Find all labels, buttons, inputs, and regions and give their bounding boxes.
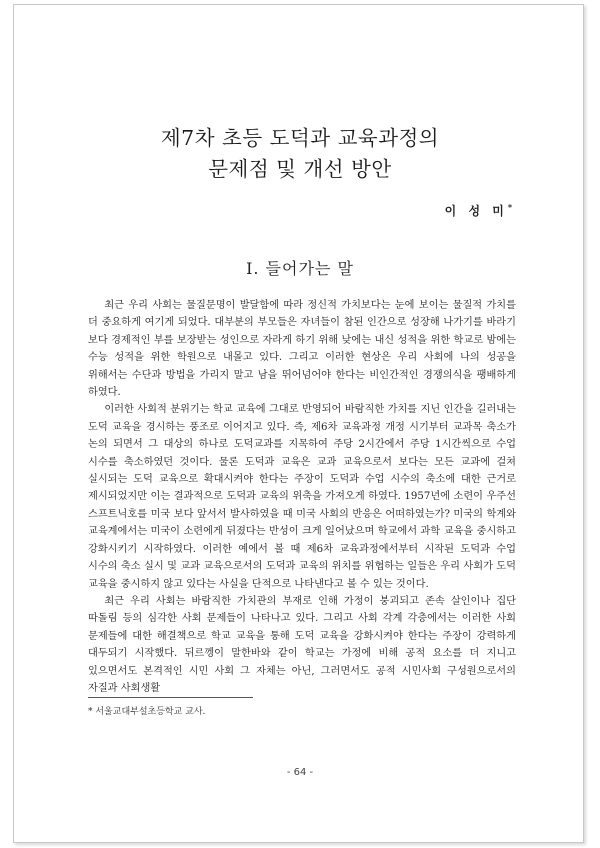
footnote: * 서울교대부설초등학교 교사. bbox=[88, 707, 206, 717]
page-number: - 64 - bbox=[286, 767, 314, 778]
footnote-divider bbox=[88, 697, 253, 698]
paper-title-line2: 문제점 및 개선 방안 bbox=[208, 157, 392, 181]
paragraph: 최근 우리 사회는 바람직한 가치관의 부재로 인해 가정이 붕괴되고 존속 살인이나 집단 따돌림 등의 심각한 사회 문제들이 나타나고 있다. 그리고 사회 각계 각층에서는 이러한 사회 문제들에 대한 해결책으로 학교 교육을 통해 도덕 교육을 강화시켜야 한다는 주장이 강력하게 대두되기 시작했다. 뒤르껭이 말한바와 같이 학교는 가정에 비해 공적 요소를 더 지니고 있으면서도 본격적인 시민 사회 그 자체는 아닌, 그러면서도 공적 시민사회 구성원으로서의 자질과 사회생활 bbox=[88, 595, 516, 694]
body-text bbox=[88, 297, 516, 697]
paragraph: 최근 우리 사회는 물질문명이 발달함에 따라 정신적 가치보다는 눈에 보이는 물질적 가치를 더 중요하게 여기게 되었다. 대부분의 부모들은 자녀들이 참된 인간으로 성장해 나가기를 바라기 보다 경제적인 부를 보장받는 성인으로 자라게 하기 위해 낮에는 내신 성적을 위한 학교로 밤에는 수능 성적을 위한 학원으로 내몰고 있다. 그리고 이러한 현상은 우리 사회에 나의 성공을 위해서는 수단과 방법을 가리지 말고 남을 뛰어넘어야 한다는 비인간적인 경쟁의식을 팽배하게 하였다. bbox=[88, 300, 516, 399]
author-name bbox=[445, 202, 512, 219]
paper-title-line1: 제7차 초등 도덕과 교육과정의 bbox=[160, 126, 440, 150]
section-heading: Ⅰ. 들어가는 말 bbox=[246, 259, 354, 278]
author-footnote-mark: * bbox=[507, 202, 512, 212]
paragraph: 이러한 사회적 분위기는 학교 교육에 그대로 반영되어 바람직한 가치를 지닌 인간을 길러내는 도덕 교육을 경시하는 풍조로 이어지고 있다. 즉, 제6차 교육과정 개정 시기부터 교과목 축소가 논의 되면서 그 대상의 하나로 도덕교과를 지목하여 주당 2시간에서 주당 1시간씩으로 수업 시수를 축소하였던 것이다. 물론 도덕과 교육은 교과 교육으로서 보다는 모든 교과에 걸쳐 실시되는 도덕 교육으로 확대시켜야 한다는 주장이 도덕과 수업 시수의 축소에 대한 근거로 제시되었지만 이는 결과적으로 도덕과 교육의 위축을 가져오게 하였다. 1957년에 소련이 우주선 스프트닉호를 미국 보다 앞서서 발사하였을 때 미국 사회의 반응은 어떠하였는가? 미국의 학계와 교육계에서는 미국이 소련에게 뒤졌다는 반성이 크게 일어났으며 학교에서 과학 교육을 중시하고 강화시키기 시작하였다. 이러한 예에서 볼 때 제6차 교육과정에서부터 시작된 도덕과 수업 시수의 축소 실시 및 교과 교육으로서의 도덕과 교육의 위치를 위협하는 일들은 우리 사회가 도덕 교육을 중시하지 않고 있다는 사실을 단적으로 나타낸다고 볼 수 있는 것이다. bbox=[88, 404, 516, 590]
author-text: 이 성 미 bbox=[444, 204, 508, 218]
